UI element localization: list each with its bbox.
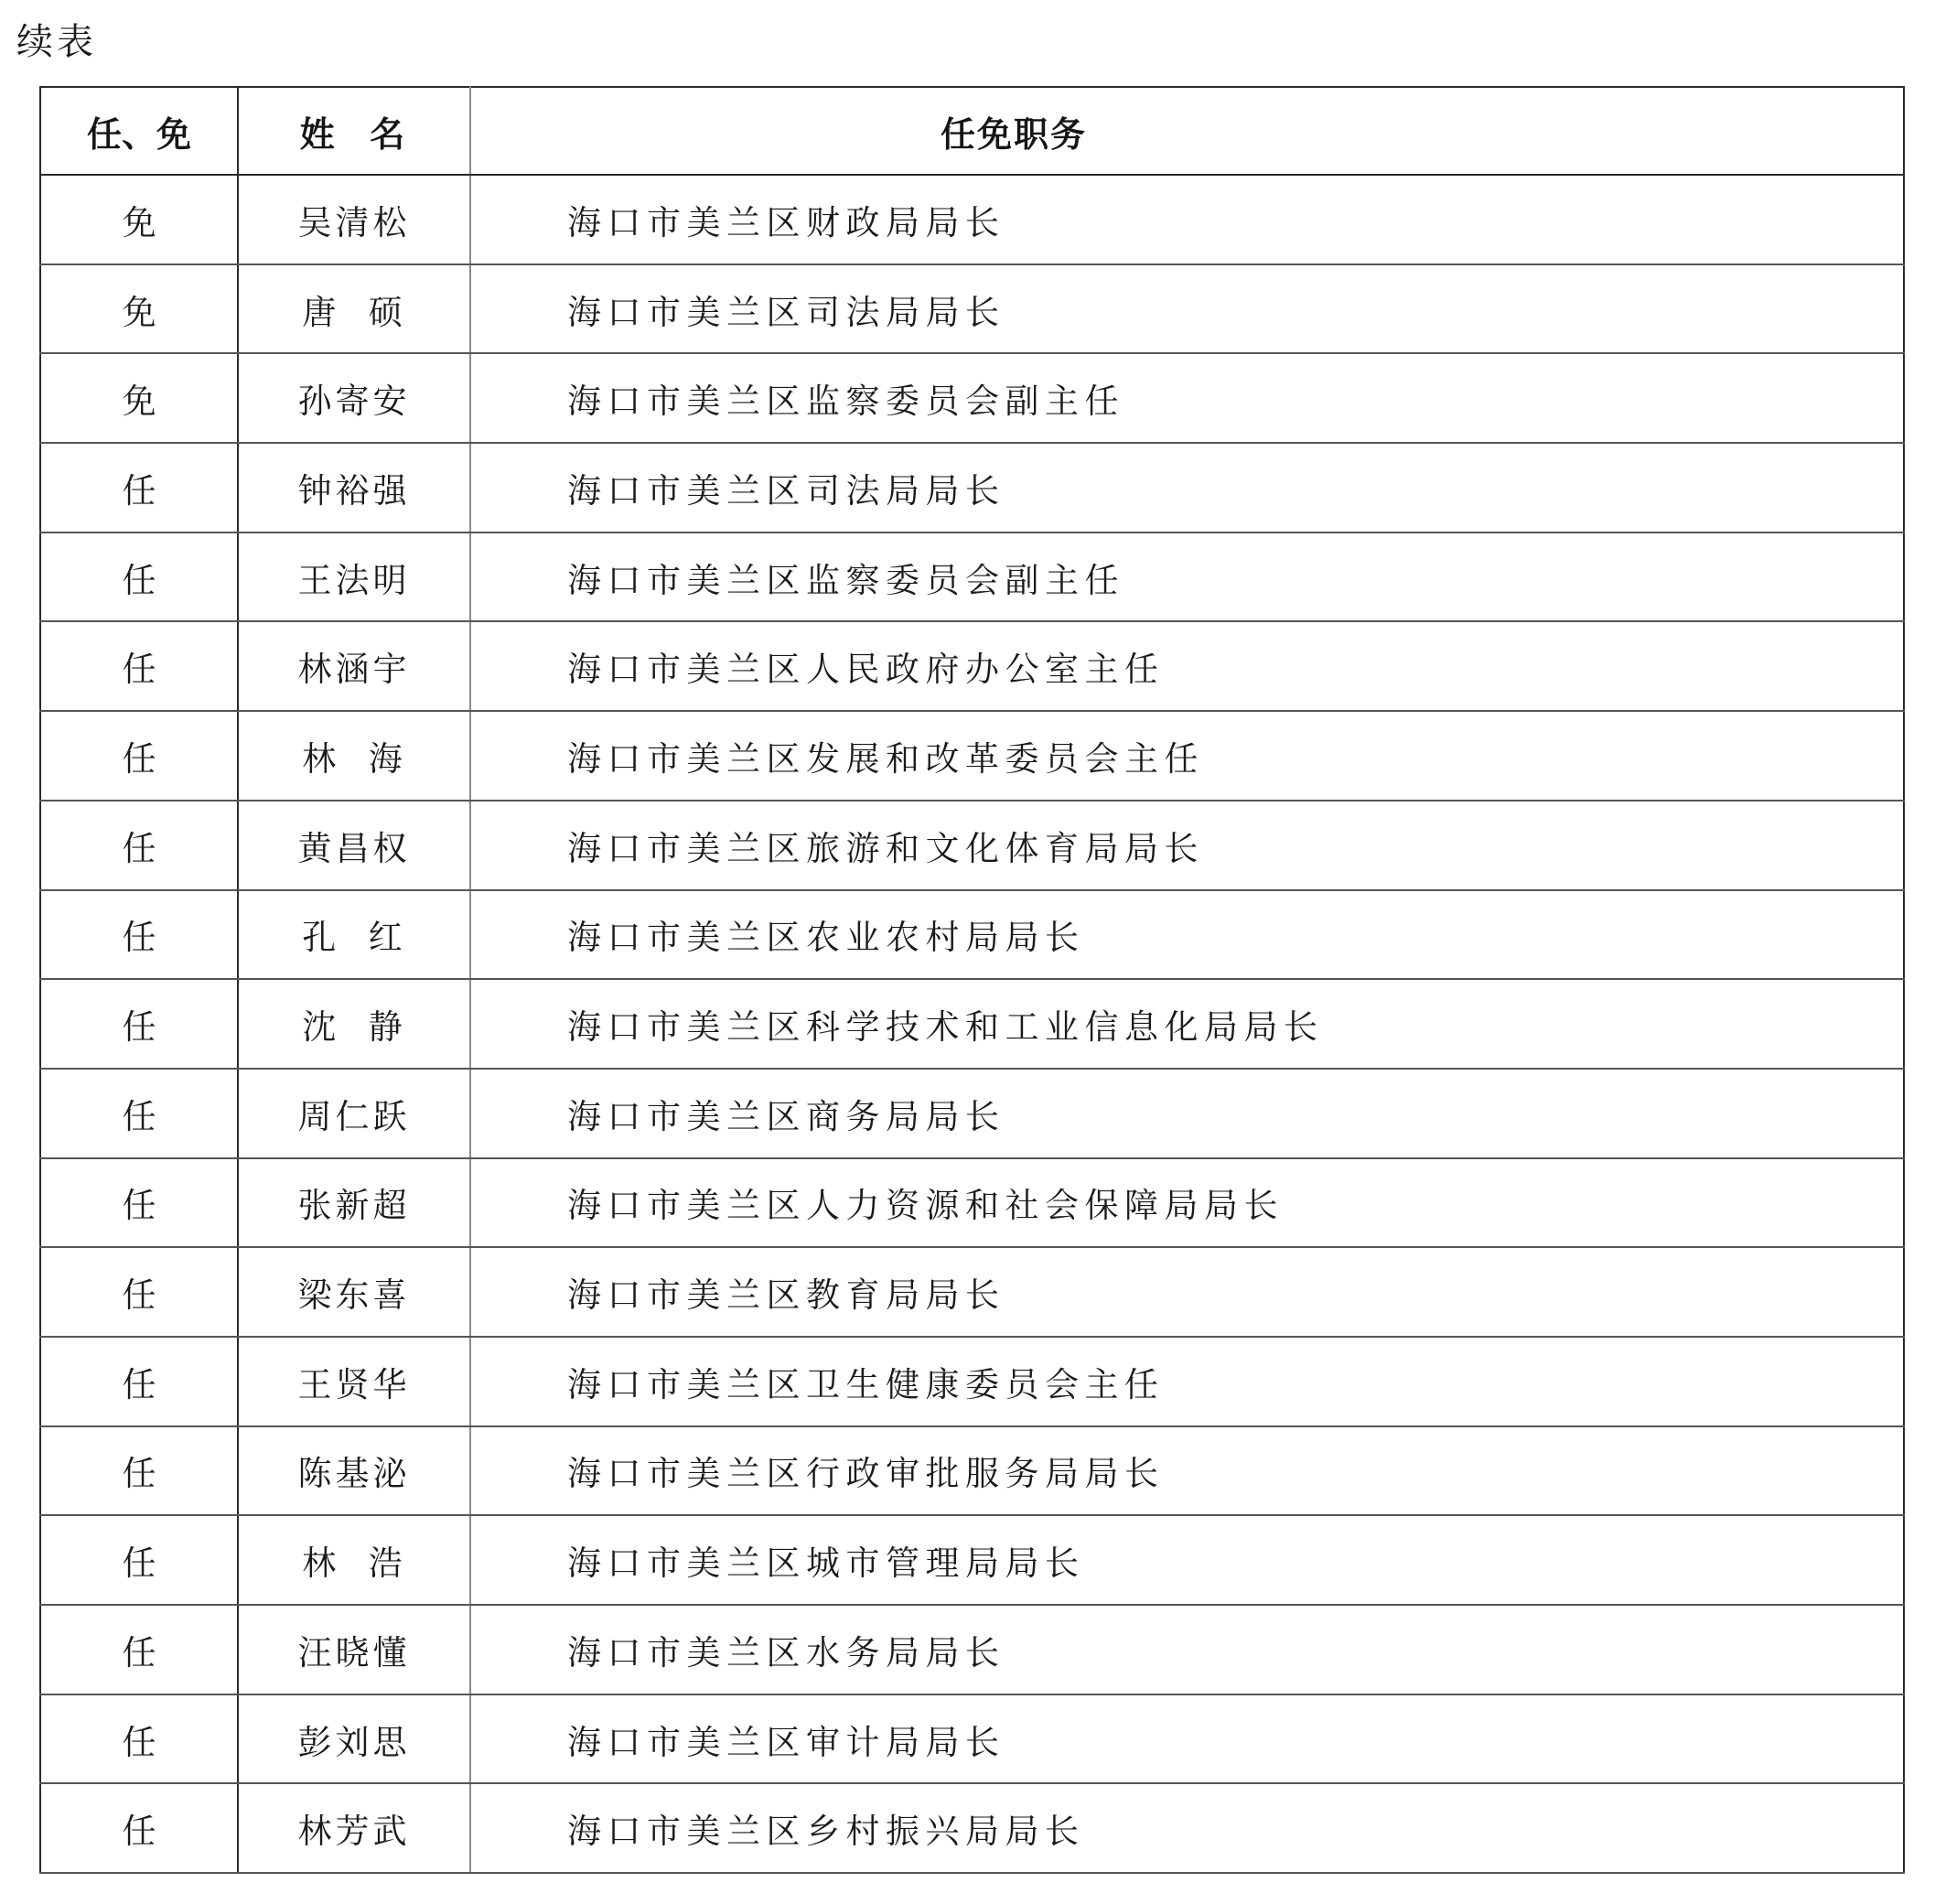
cell-action: 任 bbox=[40, 1247, 238, 1337]
cell-duty: 海口市美兰区行政审批服务局局长 bbox=[470, 1426, 1904, 1516]
cell-duty: 海口市美兰区卫生健康委员会主任 bbox=[470, 1337, 1904, 1426]
cell-duty: 海口市美兰区发展和改革委员会主任 bbox=[470, 711, 1904, 801]
header-action: 任、免 bbox=[40, 87, 238, 175]
cell-name: 林芳武 bbox=[238, 1783, 470, 1873]
cell-action: 免 bbox=[40, 264, 238, 354]
cell-action: 任 bbox=[40, 801, 238, 890]
cell-name: 周仁跃 bbox=[238, 1069, 470, 1158]
table-row bbox=[40, 1515, 1904, 1605]
cell-name: 林 海 bbox=[238, 711, 470, 801]
cell-name: 钟裕强 bbox=[238, 443, 470, 532]
table-row bbox=[40, 443, 1904, 532]
cell-duty: 海口市美兰区教育局局长 bbox=[470, 1247, 1904, 1337]
table-row bbox=[40, 1247, 1904, 1337]
cell-duty: 海口市美兰区科学技术和工业信息化局局长 bbox=[470, 979, 1904, 1069]
table-row bbox=[40, 1783, 1904, 1873]
cell-action: 任 bbox=[40, 1069, 238, 1158]
cell-duty: 海口市美兰区审计局局长 bbox=[470, 1694, 1904, 1784]
header-duty: 任免职务 bbox=[470, 87, 1904, 175]
cell-name: 沈 静 bbox=[238, 979, 470, 1069]
table-row bbox=[40, 711, 1904, 801]
cell-duty: 海口市美兰区水务局局长 bbox=[470, 1605, 1904, 1694]
cell-action: 任 bbox=[40, 532, 238, 622]
table-row bbox=[40, 1694, 1904, 1784]
table-row bbox=[40, 1605, 1904, 1694]
cell-action: 任 bbox=[40, 1158, 238, 1248]
cell-action: 任 bbox=[40, 1515, 238, 1605]
cell-duty: 海口市美兰区农业农村局局长 bbox=[470, 890, 1904, 980]
cell-action: 任 bbox=[40, 1426, 238, 1516]
table-row bbox=[40, 532, 1904, 622]
cell-name: 黄昌权 bbox=[238, 801, 470, 890]
table-row bbox=[40, 979, 1904, 1069]
table-row bbox=[40, 801, 1904, 890]
cell-name: 孙寄安 bbox=[238, 353, 470, 443]
cell-name: 陈基泌 bbox=[238, 1426, 470, 1516]
table-row bbox=[40, 264, 1904, 354]
cell-duty: 海口市美兰区人力资源和社会保障局局长 bbox=[470, 1158, 1904, 1248]
cell-duty: 海口市美兰区司法局局长 bbox=[470, 443, 1904, 532]
table-row bbox=[40, 175, 1904, 264]
cell-action: 任 bbox=[40, 621, 238, 711]
cell-duty: 海口市美兰区商务局局长 bbox=[470, 1069, 1904, 1158]
cell-duty: 海口市美兰区旅游和文化体育局局长 bbox=[470, 801, 1904, 890]
cell-duty: 海口市美兰区监察委员会副主任 bbox=[470, 532, 1904, 622]
header-name: 姓 名 bbox=[238, 87, 470, 175]
table-row bbox=[40, 621, 1904, 711]
cell-duty: 海口市美兰区城市管理局局长 bbox=[470, 1515, 1904, 1605]
cell-action: 任 bbox=[40, 890, 238, 980]
cell-action: 免 bbox=[40, 175, 238, 264]
table-row bbox=[40, 1069, 1904, 1158]
cell-name: 吴清松 bbox=[238, 175, 470, 264]
cell-action: 任 bbox=[40, 1783, 238, 1873]
appointment-table bbox=[39, 86, 1905, 1874]
table-row bbox=[40, 1337, 1904, 1426]
document-title: 续表 bbox=[16, 21, 97, 63]
cell-action: 免 bbox=[40, 353, 238, 443]
cell-name: 林 浩 bbox=[238, 1515, 470, 1605]
cell-action: 任 bbox=[40, 979, 238, 1069]
cell-action: 任 bbox=[40, 443, 238, 532]
cell-action: 任 bbox=[40, 1337, 238, 1426]
table-header-row bbox=[40, 87, 1904, 175]
table-row bbox=[40, 1426, 1904, 1516]
cell-name: 孔 红 bbox=[238, 890, 470, 980]
cell-name: 梁东喜 bbox=[238, 1247, 470, 1337]
table-row bbox=[40, 890, 1904, 980]
cell-action: 任 bbox=[40, 711, 238, 801]
cell-name: 唐 硕 bbox=[238, 264, 470, 354]
table-row bbox=[40, 1158, 1904, 1248]
cell-name: 张新超 bbox=[238, 1158, 470, 1248]
cell-duty: 海口市美兰区司法局局长 bbox=[470, 264, 1904, 354]
cell-action: 任 bbox=[40, 1605, 238, 1694]
cell-duty: 海口市美兰区财政局局长 bbox=[470, 175, 1904, 264]
cell-duty: 海口市美兰区乡村振兴局局长 bbox=[470, 1783, 1904, 1873]
cell-name: 彭刘思 bbox=[238, 1694, 470, 1784]
cell-name: 林涵宇 bbox=[238, 621, 470, 711]
cell-name: 王法明 bbox=[238, 532, 470, 622]
cell-duty: 海口市美兰区人民政府办公室主任 bbox=[470, 621, 1904, 711]
cell-duty: 海口市美兰区监察委员会副主任 bbox=[470, 353, 1904, 443]
cell-name: 汪晓懂 bbox=[238, 1605, 470, 1694]
table-row bbox=[40, 353, 1904, 443]
cell-name: 王贤华 bbox=[238, 1337, 470, 1426]
cell-action: 任 bbox=[40, 1694, 238, 1784]
